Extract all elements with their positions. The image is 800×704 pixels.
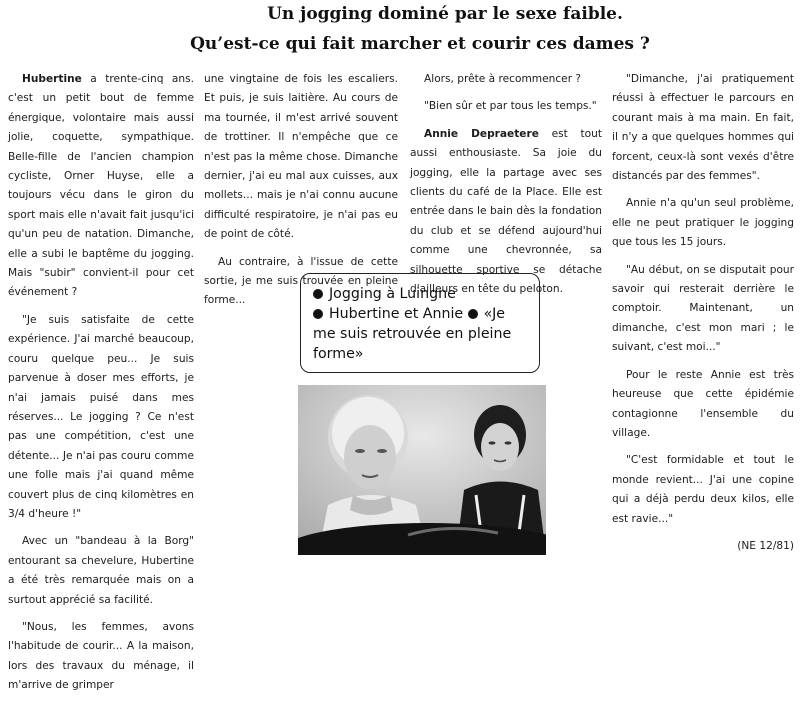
- paragraph: Avec un "bandeau à la Borg" entourant sa chevelure, Hubertine a été très remarquée mais on a surtout apprécié sa facilité.: [8, 535, 194, 606]
- caption-line: forme»: [313, 346, 364, 362]
- paragraph: "C'est formidable et tout le monde revient... J'ai une copine qui a déjà perdu deux kilos, elle est ravie...": [612, 454, 794, 525]
- paragraph: "Nous, les femmes, avons l'habitude de courir... A la maison, lors des travaux du ménage, il m'arrive de grimper: [8, 620, 194, 692]
- paragraph-text: a trente-cinq ans. c'est un petit bout de femme énergique, volontaire mais aussi jolie, coquette, sympathique. Belle-fille de l'ancien champion cycliste, Orner Huyse, elle a toujours vécu dans le giron du sport mais elle n'avait fait jusqu'ici qu'un peu de natation. Dimanche, elle a subi le baptême du jogging. Mais "subir" convient-il pour cet événement ?: [8, 73, 194, 299]
- caption-text: Jogging à Luingne: [329, 286, 456, 302]
- person-name: Annie Depraetere: [424, 127, 539, 140]
- paragraph: Pour le reste Annie est très heureuse que cette épidémie contagionne l'ensemble du village.: [612, 368, 794, 439]
- text-column-1: [8, 70, 194, 704]
- paragraph: "Dimanche, j'ai pratiquement réussi à effectuer le parcours en courant mais à ma main. En fait, il n'y a que quelques hommes qui forcent, ceux-là sont vexés d'être distancés par des femmes".: [612, 73, 794, 183]
- caption-text: Hubertine et Annie: [329, 306, 464, 322]
- caption-line: [313, 304, 529, 324]
- photo-caption-box: [300, 273, 540, 373]
- text-column-3: [410, 70, 602, 307]
- photo-two-women: [298, 385, 546, 555]
- paragraph: une vingtaine de fois les escaliers. Et puis, je suis laitière. Au cours de ma tournée, il m'est arrivé souvent de trottiner. Il n'empêche que ce n'est pas la même chose. Dimanche dernier, j'ai eu mal aux cuisses, aux mollets... mais je n'ai connu aucune difficulté respiratoire, je n'ai pas eu de point de côté.: [204, 73, 398, 241]
- paragraph: "Au début, on se disputait pour savoir qui resterait derrière le comptoir. Maintenant, un dimanche, c'est mon mari ; le suivant, c'est moi...": [612, 263, 794, 354]
- person-name: Hubertine: [22, 73, 82, 85]
- paragraph: [8, 70, 194, 303]
- paragraph: "Bien sûr et par tous les temps.": [424, 100, 597, 113]
- photo-illustration: [298, 385, 546, 555]
- article-title: Un jogging dominé par le sexe faible.: [267, 4, 623, 24]
- article-subtitle: Qu’est-ce qui fait marcher et courir ces dames ?: [190, 34, 650, 54]
- bullet-icon: [313, 289, 323, 299]
- text-column-4: [612, 70, 794, 564]
- caption-text: «Je: [483, 306, 505, 322]
- paragraph: Alors, prête à recommencer ?: [424, 73, 582, 85]
- paragraph-text: est tout aussi enthousiaste. Sa joie du jogging, elle la partage avec ses clients du café de la Place. Elle est entrée dans le bain dès la fondation du club et se défend aujourd'hui comme une chevronnée, sa silhouette sportive se détache d'ailleurs en tête du peloton.: [410, 127, 602, 296]
- paragraph: Annie n'a qu'un seul problème, elle ne peut pratiquer le jogging que tous les 15 jours.: [612, 197, 794, 249]
- bullet-icon: [468, 309, 478, 319]
- caption-line: me suis retrouvée en pleine: [313, 326, 512, 342]
- paragraph: Au contraire, à l'issue de cette sortie, je me suis trouvée en pleine forme...: [204, 255, 398, 307]
- paragraph: "Je suis satisfaite de cette expérience. J'ai marché beaucoup, couru quelque peu... Je suis parvenue à doser mes efforts, je n'ai jamais puisé dans mes réserves... Le jogging ? Ce n'est pas une compétition, c'est une détente... Je n'ai pas couru comme une folle mais j'ai quand même couvert plus de cinq kilomètres en 3/4 d'heure !": [8, 313, 194, 520]
- bullet-icon: [313, 309, 323, 319]
- source-signature: (NE 12/81): [737, 539, 794, 552]
- caption-line: [313, 284, 529, 304]
